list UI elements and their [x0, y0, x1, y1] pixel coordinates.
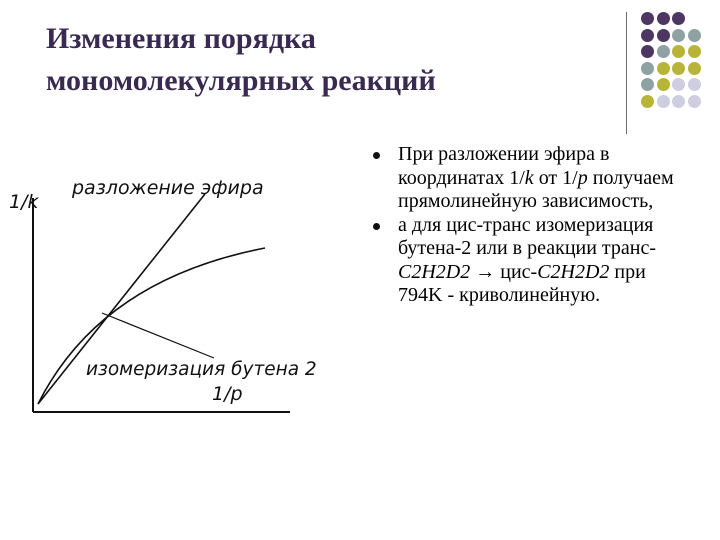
decor-dot: [688, 78, 701, 91]
decor-dot: [657, 45, 670, 58]
y-axis-label: 1/k: [9, 191, 39, 213]
bullet-item: [368, 143, 688, 214]
decor-dot: [672, 62, 685, 75]
decor-dot: [657, 29, 670, 42]
ether-curve-label: разложение эфира: [72, 177, 264, 199]
bullet-dot-icon: [373, 152, 380, 159]
decor-dot: [641, 95, 654, 108]
bullet-text-1: При разложении эфира в координатах 1/k от 1/p получаем прямолинейную зависимость,: [398, 143, 674, 212]
title-line-2: мономолекулярных реакций: [46, 64, 436, 97]
x-axis-label: 1/p: [212, 383, 243, 405]
decor-dot: [672, 12, 685, 25]
butene-leader-line: [102, 313, 214, 358]
decor-dot: [657, 62, 670, 75]
bullet-item: [368, 214, 688, 308]
decor-dot: [688, 29, 701, 42]
decor-dot: [672, 29, 685, 42]
decor-dot: [688, 62, 701, 75]
butene-curve: [38, 248, 265, 404]
bullet-dot-icon: [373, 223, 380, 230]
title-line-1: Изменения порядка: [46, 22, 316, 55]
decor-dot: [641, 78, 654, 91]
decor-dot: [688, 95, 701, 108]
slide-title: [46, 18, 606, 102]
decor-dot: [657, 78, 670, 91]
decor-dot: [657, 12, 670, 25]
decor-dot: [641, 62, 654, 75]
decor-dot: [641, 12, 654, 25]
bullet-text-2: а для цис-транс изомеризация бутена-2 или в реакции транс-C2H2D2 → цис-C2H2D2 при 794K - криволинейную.: [398, 213, 657, 306]
bullet-list: [368, 143, 688, 308]
decor-dot: [641, 45, 654, 58]
decor-dot: [672, 45, 685, 58]
butene-curve-label: изомеризация бутена 2: [86, 359, 317, 380]
decor-dot: [641, 29, 654, 42]
graph: [0, 170, 350, 430]
decor-dot: [672, 95, 685, 108]
divider-line: [626, 12, 627, 134]
decor-dot: [657, 95, 670, 108]
decor-dot: [672, 78, 685, 91]
decor-dot: [688, 45, 701, 58]
